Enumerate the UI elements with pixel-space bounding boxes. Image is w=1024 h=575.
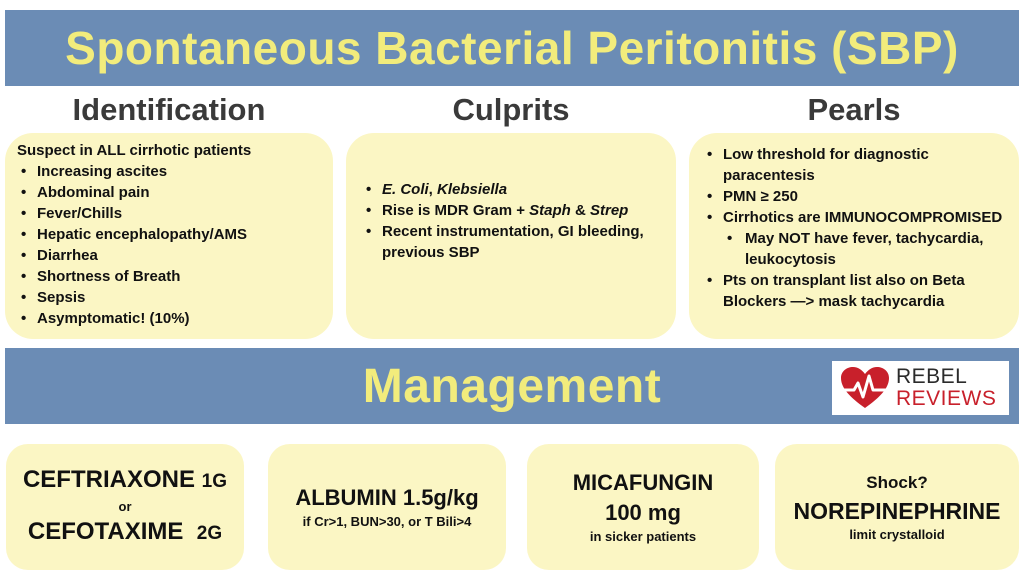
list-item: • Asymptomatic! (10%) [17,308,321,329]
rebel-reviews-logo [832,361,1009,415]
shock-label: Shock? [866,473,928,492]
pearls-card [689,133,1019,339]
page-title: Spontaneous Bacterial Peritonitis (SBP) [65,22,959,74]
list-item: • Increasing ascites [17,161,321,182]
cefotaxime-line [28,517,222,549]
culprit-strep: Strep [589,202,629,219]
culprit-amp: & [570,202,590,219]
list-item: • Fever/Chills [17,203,321,224]
logo-text [896,366,996,410]
culprits-list [362,179,660,263]
list-subitem: • May NOT have fever, tachycardia, leukocytosis [703,228,1005,270]
cefotaxime-dose: 2G [196,523,223,544]
list-item: • Cirrhotics are IMMUNOCOMPROMISED [703,207,1005,228]
culprit-klebsiella: Klebsiella [437,181,508,198]
management-heading: Management [362,359,662,413]
list-item: • Abdominal pain [17,182,321,203]
ceftriaxone-drug: CEFTRIAXONE [22,466,195,493]
norepinephrine-note: limit crystalloid [849,527,945,542]
albumin-dose: ALBUMIN 1.5g/kg [295,485,479,510]
culprits-card [346,133,676,339]
heart-ecg-icon [840,366,890,410]
identification-list [17,161,321,329]
list-item [362,179,660,200]
micafungin-note: in sicker patients [589,529,697,544]
ceftriaxone-dose: 1G [201,471,228,492]
list-item: • PMN ≥ 250 [703,186,1005,207]
title-banner [5,10,1019,86]
micafungin-card [527,444,759,570]
list-item: • Recent instrumentation, GI bleeding, previous SBP [362,221,660,263]
ceftriaxone-line [23,465,227,497]
list-item: • Diarrhea [17,245,321,266]
heading-identification: Identification [72,92,266,127]
identification-lead: Suspect in ALL cirrhotic patients [17,142,252,159]
pearls-list [703,144,1005,312]
culprit-staph: Staph [529,202,571,219]
list-item [362,200,660,221]
culprit-mdr-text: Rise is MDR Gram + [382,202,530,219]
heading-pearls: Pearls [807,92,901,127]
micafungin-drug: MICAFUNGIN [572,470,714,495]
heading-culprits: Culprits [452,92,570,127]
list-item: • Pts on transplant list also on Beta Blockers —> mask tachycardia [703,270,1005,312]
albumin-criteria: if Cr>1, BUN>30, or T Bili>4 [302,514,472,529]
list-item: • Hepatic encephalopathy/AMS [17,224,321,245]
norepinephrine-drug: NOREPINEPHRINE [793,498,1001,524]
ceftriaxone-card [6,444,244,570]
albumin-card [268,444,506,570]
norepinephrine-card [775,444,1019,570]
or-label: or [118,499,132,514]
culprit-ecoli: E. Coli [382,181,429,198]
culprit-separator: , [428,181,438,198]
logo-reviews: REVIEWS [896,387,997,410]
list-item: • Shortness of Breath [17,266,321,287]
micafungin-dose: 100 mg [605,500,681,525]
list-item: • Low threshold for diagnostic paracentesis [703,144,1005,186]
cefotaxime-drug: CEFOTAXIME [27,518,184,545]
list-item: • Sepsis [17,287,321,308]
logo-rebel: REBEL [896,365,968,388]
identification-card [5,133,333,339]
